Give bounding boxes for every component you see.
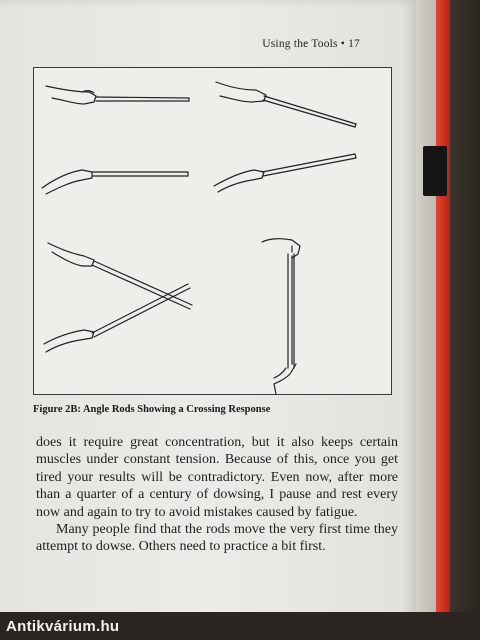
figure-caption: Figure 2B: Angle Rods Showing a Crossing Response <box>33 404 271 415</box>
paragraph: does it require great concentration, but it also keeps certain muscles under constant tension. Because of this, once you get tired your results will be contradictory. Even now, after more than a quarter of a century of dowsing, I pause and rest every now and again to try to avoid mistakes caused by fatigue. <box>36 435 398 520</box>
red-book-cover <box>436 0 450 640</box>
rod-panel-6 <box>262 239 300 394</box>
rod-panel-5 <box>44 243 192 352</box>
bookmark-ribbon <box>423 146 447 196</box>
figure-illustration <box>33 67 392 395</box>
running-head: Using the Tools • 17 <box>262 38 360 50</box>
rod-panel-1 <box>46 86 189 104</box>
body-text <box>36 434 398 556</box>
watermark: Antikvárium.hu <box>6 618 120 635</box>
paragraph: Many people find that the rods move the very first time they attempt to dowse. Others need to practice a bit first. <box>36 522 398 555</box>
rod-panel-3 <box>42 170 188 194</box>
rod-panel-2 <box>216 82 356 127</box>
rod-panel-4 <box>214 154 356 192</box>
angle-rods-drawing <box>34 68 391 394</box>
